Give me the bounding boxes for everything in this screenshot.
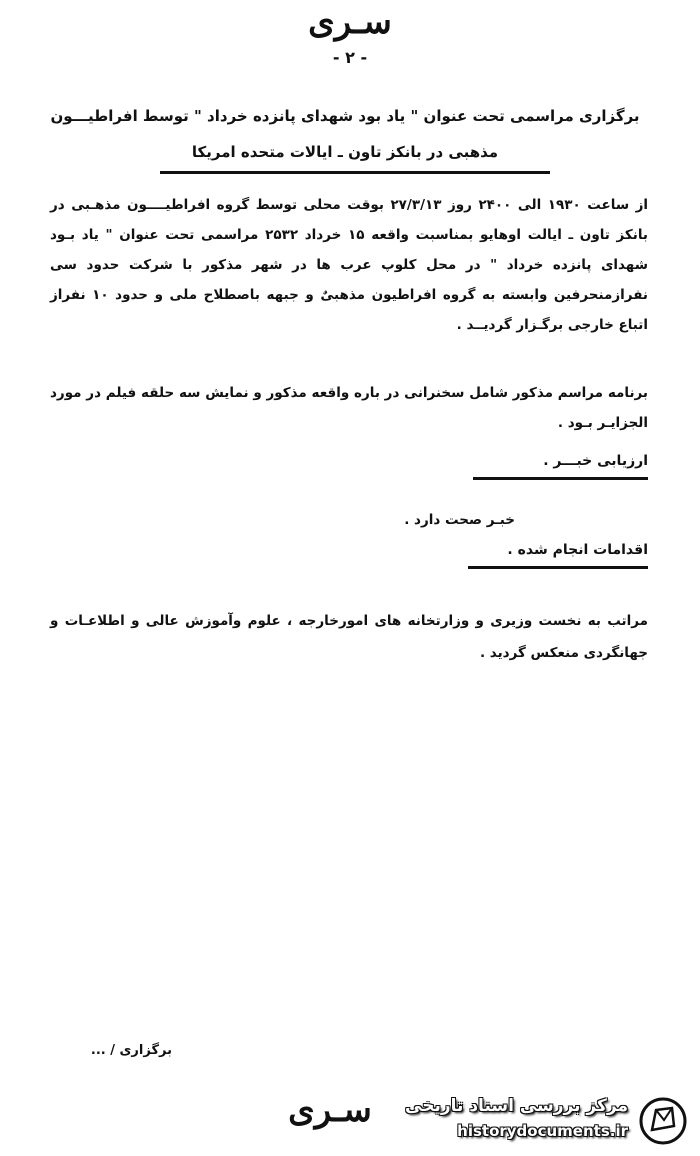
classification-stamp-bottom: سـری — [288, 1090, 372, 1130]
classification-stamp-top: سـری — [308, 2, 392, 42]
page-number: - ۲ - — [332, 48, 368, 67]
evaluation-heading-underline — [473, 477, 648, 480]
actions-heading — [468, 542, 648, 569]
actions-heading-text: اقدامات انجام شده . — [507, 542, 648, 558]
title-underline — [160, 171, 550, 174]
document-title: برگزاری مراسمی تحت عنوان " یاد بود شهدای پانزده خرداد " توسط افراطیـــون مذهبی در بانکز تاون ـ ایالات متحده امریکا — [50, 107, 640, 161]
distribution-paragraph: مراتب به نخست وزیری و وزارتخانه های امورخارجه ، علوم وآموزش عالی و اطلاعـات و جهانگردی منعکس گردید . — [50, 613, 648, 661]
body-paragraph-1: از ساعت ۱۹۳۰ الی ۲۴۰۰ روز ۲۷/۳/۱۳ بوقت محلی توسط گروه افراطیــــون مذهـبی در بانکز تاون ـ ایالت اوهایو بمناسبت واقعه ۱۵ خرداد ۲۵۳۲ مراسمی تحت عنوان " یاد بـود شهدای پانزده خرداد " در محل کلوپ عرب ها در شهر مذکور با شرکت حدود سی نفرازمنحرفین وابسته به گروه افراطیون مذهبیٌ و جبهه باصطلاح ملی و حدود ۱۰ نفراز اتباع خارجی برگـزار گردیــد . — [50, 197, 648, 333]
document-center-logo-icon — [638, 1096, 688, 1146]
evaluation-heading-text: ارزیابی خبـــر . — [543, 453, 648, 469]
watermark-name: مرکز بررسی اسناد تاریخی — [405, 1096, 628, 1116]
news-statement: خبـر صحت دارد . — [404, 512, 515, 528]
actions-heading-underline — [468, 566, 648, 569]
evaluation-heading — [473, 453, 648, 480]
watermark-site: historydocuments.ir — [457, 1122, 628, 1140]
archive-watermark — [348, 1094, 688, 1150]
body-paragraph-2: برنامه مراسم مذکور شامل سخنرانی در باره واقعه مذکور و نمایش سه حلقه فیلم در مورد الجزایـر بـود . — [50, 385, 648, 431]
continuation-marker: برگزاری / ... — [90, 1043, 172, 1058]
